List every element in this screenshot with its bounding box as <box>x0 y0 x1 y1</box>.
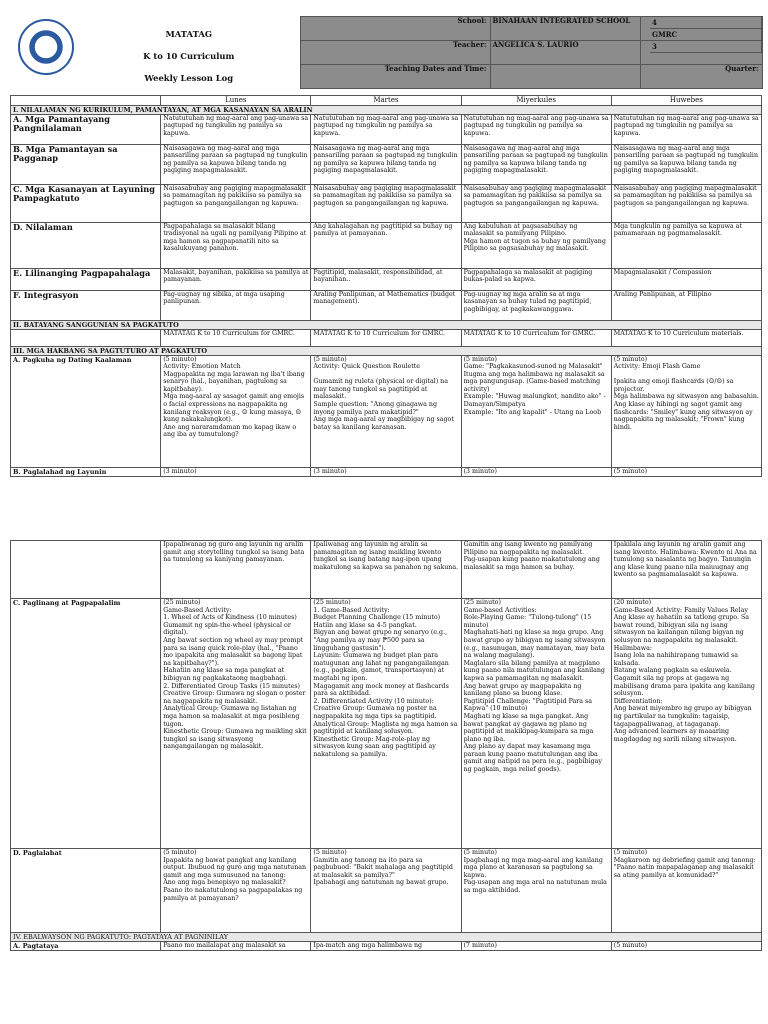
header-title <box>78 17 300 95</box>
teacher-value: ANGELICA S. LAURIO <box>490 40 640 64</box>
empty-cell <box>11 541 161 599</box>
cell: (3 minuto) <box>311 467 461 476</box>
cell: (25 minuto) Game-Based Activity: 1. Wheel of Acts of Kindness (10 minutes) Gumamit ng spin-the-wheel (physical or digital). Ang bawat section ng wheel ay may prompt para sa isang quick role-play (hal., "Paano mo ipapakita ang malasakit sa bagong lipat na kapitbahay?"). Hahatiin ang klase sa mga pangkat at bibigyan ng pagkakataong magbahagi. 2. Differentiated Group Tasks (15 minutes) Creative Group: Gumawa ng slogan o poster na nagpapakita ng malasakit. Analytical Group: Gumawa ng listahan ng mga hamon sa malasakit at mga posibleng tugon. Kinesthetic Group: Gumawa ng maikling skit tungkol sa isang sitwasyong nangangailangan ng malasakit. <box>161 599 311 849</box>
cell: MATATAG K to 10 Curriculum for GMRC. <box>461 329 611 346</box>
cell: (5 minuto) <box>611 467 761 476</box>
section-heading-4: IV. EBALWAYSON NG PAGKATUTO: PAGTATAYA AT PAGNINILAY <box>11 933 762 942</box>
title-line-2: K to 10 Curriculum <box>143 50 235 61</box>
empty-cell <box>11 329 161 346</box>
row-label-paglalahat: D. Paglalahat <box>11 849 161 933</box>
cell: (5 minuto) Activity: Quick Question Roulette Gumamit ng ruleta (physical or digital) na may tanong tungkol sa pagtitipid at malasakit. Sample question: "Anong ginagawa ng inyong pamilya para makatipid?" Ang mga mag-aaral ay magbibigay ng sagot batay sa kanilang karanasan. <box>311 355 461 467</box>
lesson-table-1 <box>10 95 762 477</box>
day-head-miyerkules: Miyerkules <box>461 95 611 105</box>
cell: Malasakit, bayanihan, pakikiisa sa pamilya at pamayanan. <box>161 268 311 290</box>
section-heading-2: II. BATAYANG SANGGUNIAN SA PAGKATUTO <box>11 320 762 329</box>
cell: Naisasagawa ng mag-aaral ang mga pansariling paraan sa pagtupad ng tungkulin ng pamilya sa kapuwa bilang tanda ng pagiging mapagmalasakit. <box>161 144 311 184</box>
cell: Naisasagawa ng mag-aaral ang mga pansariling paraan sa pagtupad ng tungkulin ng pamilya sa kapuwa bilang tanda ng pagiging mapagmalasakit. <box>311 144 461 184</box>
cell: Paano mo mailalapat ang malasakit sa <box>161 942 311 951</box>
quarter-label: Quarter: <box>640 64 762 88</box>
cell: MATATAG K to 10 Curriculum for GMRC. <box>161 329 311 346</box>
row-label-kasanayan: C. Mga Kasanayan at Layuning Pampagkatuto <box>11 184 161 222</box>
dates-label: Teaching Dates and Time: <box>300 64 490 88</box>
cell: Pag-uugnay ng mga aralin sa at mga kasanayan sa buhay tulad ng pagtitipid, pagbibigay, at pagkakawanggawa. <box>461 290 611 320</box>
cell: MATATAG K to 10 Curriculum for GMRC. <box>311 329 461 346</box>
cell: Naisasabuhay ang pagiging mapagmalasakit sa pamamagitan ng pakikiisa sa pamilya sa pagtugon sa pangangailangan ng kapuwa. <box>611 184 761 222</box>
row-label-paglalahad: B. Paglalahad ng Layunin <box>11 467 161 476</box>
school-label: School: <box>300 17 490 41</box>
empty-head <box>11 95 161 105</box>
deped-seal-logo <box>10 17 78 95</box>
section-heading-3: III. MGA HAKBANG SA PAGTUTURO AT PAGKATUTO <box>11 346 762 355</box>
cell: Pagpapahalaga sa malasakit at pagiging bukas-palad sa kapwa. <box>461 268 611 290</box>
cell: (5 minuto) Magkaroon ng debriefing gamit ang tanong: "Paano natin mapapalaganap ang malasakit sa ating pamilya at komunidad?" <box>611 849 761 933</box>
teacher-label: Teacher: <box>300 40 490 64</box>
row-label-dating-kaalaman: A. Pagkuha ng Dating Kaalaman <box>11 355 161 467</box>
cell: Pag-uugnay ng sibika, at mga usaping panlipunan. <box>161 290 311 320</box>
cell: Ipapaliwanag ng guro ang layunin ng aralin gamit ang storytelling tungkol sa isang bata na tumulong sa kaniyang pamayanan. <box>161 541 311 599</box>
quarter-value: 3 <box>650 41 762 53</box>
cell: Mga tungkulin ng pamilya sa kapuwa at pamamaraan ng pagmamalasakit. <box>611 222 761 268</box>
lesson-log-page-2 <box>10 540 762 951</box>
title-line-1: MATATAG <box>165 28 213 39</box>
cell: (5 minuto) Gamitin ang tanong na ito para sa pagbubuod: "Bakit mahalaga ang pagtitipid at malasakit sa pamilya?" Ipabahagi ang natutunan ng bawat grupo. <box>311 849 461 933</box>
cell: Naisasabuhay ang pagiging mapagmalasakit sa pamamagitan ng pakikiisa sa pamilya sa pagtugon sa pangangailangan ng kapuwa. <box>161 184 311 222</box>
row-label-nilalaman: D. Nilalaman <box>11 222 161 268</box>
row-label-paglinang: C. Paglinang at Pagpapalalim <box>11 599 161 849</box>
lesson-table-2 <box>10 540 762 951</box>
cell: Ipaliwanag ang layunin ng aralin sa pamamagitan ng isang maikling kwento tungkol sa isang batang nag-ipon upang makatulong sa kapwa sa panahon ng sakuna. <box>311 541 461 599</box>
row-label-pagtataya: A. Pagtataya <box>11 942 161 951</box>
cell: Gamitin ang isang kwento ng pamilyang Pilipino na nagpapakita ng malasakit. Pag-usapan kung paano makatutulong ang malasakit sa mga hamon sa buhay. <box>461 541 611 599</box>
cell: Pagpapahalaga sa malasakit bilang tradisyonal na ugali ng pamilyang Pilipino at mga hamon sa pagpapanatili nito sa kasalukuyang panahon. <box>161 222 311 268</box>
cell: (3 minuto) <box>161 467 311 476</box>
cell: Ang kahalagahan ng pagtitipid sa buhay ng pamilya at pamayanan. <box>311 222 461 268</box>
cell: Natututuhan ng mag-aaral ang pag-unawa sa pagtupad ng tungkulin ng pamilya sa kapuwa. <box>161 114 311 144</box>
cell: Mapagmalasakit / Compassion <box>611 268 761 290</box>
title-line-3: Weekly Lesson Log <box>144 72 234 83</box>
cell: (5 minuto) Activity: Emotion Match Magpapakita ng mga larawan ng iba't ibang senaryo (hal., bayanihan, pagtulong sa kapitbahay). Mga mag-aaral ay sasagot gamit ang emojis o facial expressions na nagpapakita ng kanilang reaksyon (e.g., ☺ kung masaya, ☹ kung nakakalungkot). Ano ang nararamdaman mo kapag ikaw o ang iba ay tumutulong? <box>161 355 311 467</box>
cell: Pagtitipid, malasakit, responsibilidad, at bayanihan.. <box>311 268 461 290</box>
cell: Ipakilala ang layunin ng aralin gamit ang isang kwento. Halimbawa: Kwento ni Ana na tumulong sa nasalanta ng bagyo. Tanungin ang klase kung paano nila maiuugnay ang kwento sa pagmamalasakit sa kapuwa. <box>611 541 761 599</box>
cell: (5 minuto) Ipagbahagi ng mga mag-aaral ang kanilang mga plano at karanasan sa pagtulong sa kapwa. Pag-usapan ang mga aral na natutunan mula sa mga aktibidad. <box>461 849 611 933</box>
row-label-pamantayan-sa-pagganap: B. Mga Pamantayan sa Pagganap <box>11 144 161 184</box>
cell: (5 minuto) Ipapakita ng bawat pangkat ang kanilang output. Ibubuod ng guro ang mga natutunan gamit ang mga sumusunod na tanong: Ano ang mga benepisyo ng malasakit? Paano ito nakatutulong sa pagpapalakas ng pamilya at pamayanan? <box>161 849 311 933</box>
row-label-integrasyon: F. Integrasyon <box>11 290 161 320</box>
day-head-huwebes: Huwebes <box>611 95 761 105</box>
cell: Ipa-match ang mga halimbawa ng <box>311 942 461 951</box>
cell: Naisasabuhay ang pagiging mapagmalasakit sa pamamagitan ng pakikiisa sa pamilya sa pagtugon sa pangangailangan ng kapuwa. <box>311 184 461 222</box>
cell: (5 minuto) Game: "Pagkakasunod-sunod ng Malasakit" Itugma ang mga halimbawa ng malasakit sa mga pangungusap. (Game-based matching activity) Example: "Huwag malungkot, nandito ako" - Damayan/Simpatya Example: "Ito ang kapalit" - Utang na Loob <box>461 355 611 467</box>
cell: Natututuhan ng mag-aaral ang pag-unawa sa pagtupad ng tungkulin ng pamilya sa kapuwa. <box>611 114 761 144</box>
cell: (25 minuto) Game-based Activities: Role-Playing Game: "Tulong-tulong" (15 minuto) Maghahati-hati ng klase sa mga grupo. Ang bawat grupo ay bibigyan ng isang sitwasyon (e.g., nasunugan, may namatayan, may bata na walang magulang). Maglalaro sila bilang pamilya at magplano kung paano nila matutulungan ang kanilang kapwa sa pamamagitan ng malasakit. Ang bawat grupo ay magpapakita ng kanilang plano sa buong klase. Pagtitipid Challenge: "Pagtitipid Para sa Kapwa" (10 minuto) Maghati ng klase sa mga pangkat. Ang bawat pangkat ay gagawa ng plano ng pagtitipid at makikipag-kumpara sa mga plano ng iba. Ang plano ay dapat may kasamang mga paraan kung paano matutulungan ang iba gamit ang natipid na pera (e.g., pagbibigay ng pagkain, mga relief goods). <box>461 599 611 849</box>
cell: (5 minuto) Activity: Emoji Flash Game Ipakita ang emoji flashcards (☺/☹) sa projector. Mga halimbawa ng sitwasyon ang babasahin. Ang klase ay hihingi ng sagot gamit ang flashcards: "Smiley" kung ang sitwasyon ay nagpapakita ng malasakit; "Frown" kung hindi. <box>611 355 761 467</box>
cell: Araling Panlipunan, at Filipino <box>611 290 761 320</box>
day-head-martes: Martes <box>311 95 461 105</box>
cell: Natututuhan ng mag-aaral ang pag-unawa sa pagtupad ng tungkulin ng pamilya sa kapuwa. <box>461 114 611 144</box>
section-heading-1: I. NILALAMAN NG KURIKULUM, PAMANTAYAN, AT MGA KASANAYAN SA ARALIN <box>11 105 762 114</box>
cell: Naisasabuhay ang pagiging mapagmalasakit sa pamamagitan ng pakikiisa sa pamilya sa pagtugon sa pangangailangan ng kapuwa. <box>461 184 611 222</box>
cell: Naisasagawa ng mag-aaral ang mga pansariling paraan sa pagtupad ng tungkulin ng pamilya sa kapuwa bilang tanda ng pagiging mapagmalasakit. <box>611 144 761 184</box>
school-value: BINAHAAN INTEGRATED SCHOOL <box>490 17 640 41</box>
cell: (7 minuto) <box>461 942 611 951</box>
cell: (3 minuto) <box>461 467 611 476</box>
row-label-pagpapahalaga: E. Lilinanging Pagpapahalaga <box>11 268 161 290</box>
dates-value <box>490 64 640 88</box>
cell: Ang kabuluhan at pagsasabuhay ng malasakit sa pamilyang Pilipino. Mga hamon at tugon sa buhay ng pamilyang Pilipino sa pagsasabuhay ng malasakit. <box>461 222 611 268</box>
lesson-log-page-1 <box>10 16 762 477</box>
cell: Naisasagawa ng mag-aaral ang mga pansariling paraan sa pagtupad ng tungkulin ng pamilya sa kapuwa bilang tanda ng pagiging mapagmalasakit. <box>461 144 611 184</box>
cell: (5 minuto) <box>611 942 761 951</box>
cell: MATATAG K to 10 Curriculum materials. <box>611 329 761 346</box>
cell: (25 minuto) 1. Game-Based Activity: Budget Planning Challenge (15 minuto) Hatiin ang klase sa 4-5 pangkat. Bigyan ang bawat grupo ng senaryo (e.g., "Ang pamilya ay may ₱500 para sa lingguhang gastusin"). Layunin: Gumawa ng budget plan para matugunan ang lahat ng pangangailangan (e.g., pagkain, gamot, transportasyon) at magtabi ng ipon. Magagamit ang mock money at flashcards para sa aktibidad. 2. Differentiated Activity (10 minuto): Creative Group: Gumawa ng poster na nagpapakita ng mga tips sa pagtitipid. Analytical Group: Maglista ng mga hamon sa pagtitipid at kanilang solusyon. Kinesthetic Group: Mag-role-play ng sitwasyon kung saan ang pagtitipid ay nakatulong sa pamilya. <box>311 599 461 849</box>
cell: Natututuhan ng mag-aaral ang pag-unawa sa pagtupad ng tungkulin ng pamilya sa kapuwa. <box>311 114 461 144</box>
day-head-lunes: Lunes <box>161 95 311 105</box>
area-value: GMRC <box>650 29 762 41</box>
cell: Araling Panlipunan, at Mathematics (budget management). <box>311 290 461 320</box>
grade-value: 4 <box>650 16 762 29</box>
cell: (20 minuto) Game-Based Activity: Family Values Relay Ang klase ay hahatiin sa tatlong grupo. Sa bawat round, bibigyan sila ng isang sitwasyon na kailangan nilang bigyan ng solusyon na nagpapakita ng malasakit. Halimbawa: Isang lola na nahihirapang tumawid sa kalsada. Batang walang pagkain sa eskuwela. Gagamit sila ng props at gagawa ng mabilisang drama para ipakita ang kanilang solusyon. Differentiation: Ang bawat miyembro ng grupo ay bibigyan ng partikular na tungkulin: tagaisip, tagapagpaliwanag, at tagaganap. Ang advanced learners ay maaaring magdagdag ng sarili nilang sitwasyon. <box>611 599 761 849</box>
row-label-pamantayang-pangnilalaman: A. Mga Pamantayang Pangnilalaman <box>11 114 161 144</box>
header-values-column <box>650 16 762 53</box>
